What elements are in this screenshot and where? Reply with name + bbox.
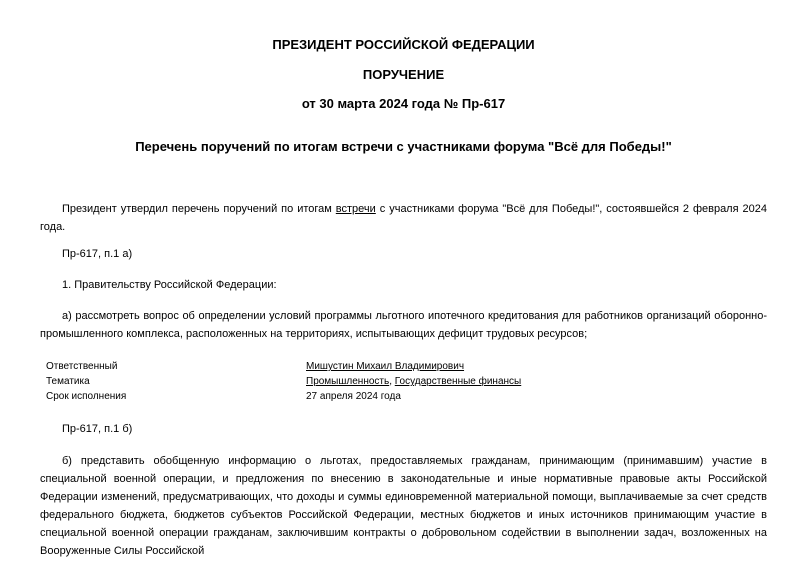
topic-link-industry[interactable]: Промышленность bbox=[306, 376, 390, 387]
document-title: Перечень поручений по итогам встречи с участниками форума "Всё для Победы!" bbox=[135, 139, 672, 154]
responsible-link[interactable]: Мишустин Михаил Владимирович bbox=[306, 361, 465, 372]
topic-values bbox=[306, 376, 521, 387]
intro-paragraph bbox=[40, 200, 767, 236]
deadline-label: Срок исполнения bbox=[46, 391, 127, 402]
intro-text-after: с участниками форума "Всё для Победы!", состоявшейся 2 февраля 2024 года. bbox=[40, 203, 767, 233]
document-type-heading: ПОРУЧЕНИЕ bbox=[362, 67, 445, 82]
topic-link-finance[interactable]: Государственные финансы bbox=[394, 376, 522, 387]
item-reference: Пр-617, п.1 а) bbox=[62, 248, 133, 260]
item-reference: Пр-617, п.1 б) bbox=[62, 423, 133, 435]
topic-separator: , bbox=[389, 376, 395, 387]
issuer-heading: ПРЕЗИДЕНТ РОССИЙСКОЙ ФЕДЕРАЦИИ bbox=[272, 37, 535, 52]
deadline-value: 27 апреля 2024 года bbox=[306, 391, 401, 402]
document-date-number: от 30 марта 2024 года № Пр-617 bbox=[301, 96, 506, 111]
intro-text-before: Президент утвердил перечень поручений по итогам bbox=[62, 203, 336, 215]
item-text: б) представить обобщенную информацию о льготах, предоставляемых гражданам, принимающим (принимавшим) участие в специальной военной операции, и предложения по внесению в законодательные и иные нормативные правовые акты Российской Федерации изменений, предусматривающих, что доходы и суммы единовременной материальной помощи, выплачиваемые за счет средств федерального бюджета, бюджетов субъектов Российской Федерации, местных бюджетов и иных источников принимающим участие в специальной военной операции гражданам, заключившим контракты о добровольном содействии в выполнении задач, возложенных на Вооруженные Силы Российской bbox=[40, 455, 767, 557]
item-text: а) рассмотреть вопрос об определении условий программы льготного ипотечного кредитования для работников организаций оборонно-промышленного комплекса, расположенных на территориях, испытывающих дефицит трудовых ресурсов; bbox=[40, 310, 767, 340]
item-heading: 1. Правительству Российской Федерации: bbox=[62, 279, 277, 291]
responsible-label: Ответственный bbox=[46, 361, 118, 372]
topic-label: Тематика bbox=[46, 376, 90, 387]
meeting-link[interactable]: встречи bbox=[335, 203, 376, 215]
